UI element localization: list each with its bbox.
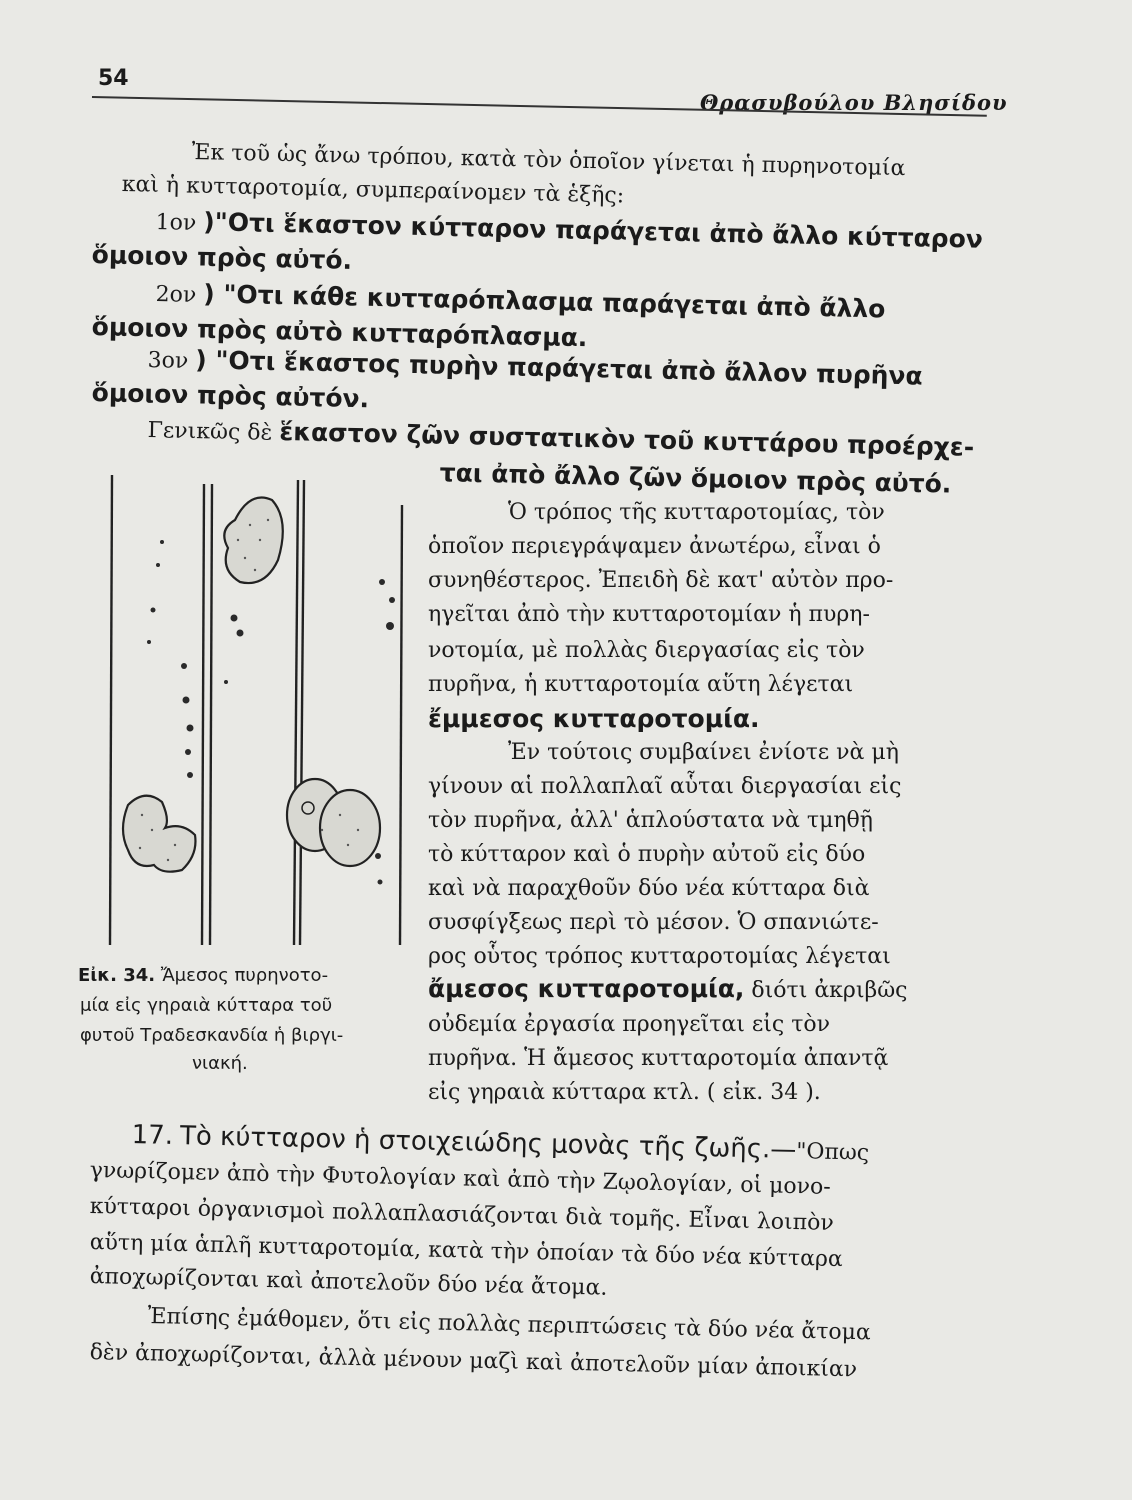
body-line: πυρῆνα. Ἡ ἄμεσος κυτταροτομία ἀπαντᾷ [428,1046,889,1071]
cell-wall-line [110,475,112,945]
body-line: εἰς γηραιὰ κύτταρα κτλ. ( εἰκ. 34 ). [428,1080,821,1105]
body-line: γίνουν αἱ πολλαπλαῖ αὗται διεργασίαι εἰς [428,774,902,799]
body-line: συνηθέστερος. Ἐπειδὴ δὲ κατ' αὐτὸν προ- [428,568,894,593]
caption-text: Ἄμεσος πυρηνοτο- [160,965,329,986]
general-bold: ἕκαστον ζῶν συστατικὸν τοῦ κυττάρου προέρχε- [279,416,975,462]
body-line: αὕτη μία ἁπλῆ κυτταροτομία, κατὰ τὴν ὁποίαν τὰ δύο νέα κύτταρα [89,1230,844,1273]
body-line: Ἐν τούτοις συμβαίνει ἐνίοτε νὰ μὴ [508,740,899,765]
nucleus-lower-left [123,796,195,872]
figure-34-cells [100,470,410,950]
item-text: ) "Οτι ἕκαστος πυρὴν παράγεται ἀπὸ ἄλλον πυρῆνα [195,345,923,391]
body-line: Ἐκ τοῦ ὡς ἄνω τρόπου, κατὰ τὸν ὁποῖον γίνεται ἡ πυρηνοτομία [191,140,906,182]
figure-caption-line: μία εἰς γηραιὰ κύτταρα τοῦ [80,995,333,1016]
body-line: τὸ κύτταρον καὶ ὁ πυρὴν αὐτοῦ εἰς δύο [428,842,866,867]
running-header-author: Θρασυβούλου Βλησίδου [700,90,1008,115]
section-title-tail: "Οπως [795,1139,870,1166]
body-line: δὲν ἀποχωρίζονται, ἀλλὰ μένουν μαζὶ καὶ ἀποτελοῦν μίαν ἀποικίαν [89,1340,858,1383]
body-line: καὶ νὰ παραχθοῦν δύο νέα κύτταρα διὰ [428,876,870,901]
body-line: γνωρίζομεν ἀπὸ τὴν Φυτολογίαν καὶ ἀπὸ τὴν Ζῳολογίαν, οἱ μονο- [89,1158,831,1200]
body-line: Ἐπίσης ἐμάθομεν, ὅτι εἰς πολλὰς περιπτώσεις τὰ δύο νέα ἄτομα [147,1304,872,1346]
body-line: ὁποῖον περιεγράψαμεν ἀνωτέρω, εἶναι ὁ [428,534,881,559]
cell-wall-line [210,484,212,945]
body-line: ὅμοιον πρὸς αὐτὸ κυτταρόπλασμα. [91,312,588,353]
cell-wall-line [294,480,298,945]
body-line: συσφίγξεως περὶ τὸ μέσον. Ὁ σπανιώτε- [428,910,879,935]
item-text: )"Οτι ἕκαστον κύτταρον παράγεται ἀπὸ ἄλλο κύτταρον [203,207,984,254]
body-line: ηγεῖται ἀπὸ τὴν κυτταροτομίαν ἡ πυρη- [428,602,870,627]
cell-wall-line [202,484,204,945]
body-line: οὐδεμία ἐργασία προηγεῖται εἰς τὸν [428,1012,831,1037]
figure-caption-line [78,962,328,990]
body-line: καὶ ἡ κυτταροτομία, συμπεραίνομεν τὰ ἑξῆς: [121,172,625,209]
item-number: 2ον [155,281,197,308]
section-number: 17. [131,1120,174,1151]
figure-caption-line: νιακή. [192,1053,248,1074]
figure-caption-line: φυτοῦ Τραδεσκανδία ἡ βιργι- [80,1025,344,1046]
term-emmesos: ἔμμεσος κυτταροτομία. [428,704,760,733]
body-line: ἀποχωρίζονται καὶ ἀποτελοῦν δύο νέα ἄτομα. [89,1264,608,1301]
body-line: νοτομία, μὲ πολλὰς διεργασίας εἰς τὸν [428,638,865,663]
body-line: τὸν πυρῆνα, ἀλλ' ἁπλούστατα νὰ τμηθῇ [428,808,873,833]
amesos-rest: διότι ἀκριβῶς [751,978,908,1003]
body-line: ται ἀπὸ ἄλλο ζῶν ὅμοιον πρὸς αὐτό. [439,458,952,499]
body-line: ρος οὗτος τρόπος κυτταροτομίας λέγεται [428,944,891,969]
section-heading [131,1122,869,1167]
general-statement [147,416,974,463]
body-line: ὅμοιον πρὸς αὐτό. [91,240,353,275]
item-number: 1ον [155,209,197,236]
caption-label: Εἰκ. 34. [78,965,156,986]
section-title: Τὸ κύτταρον ἡ στοιχειώδης μονὰς τῆς ζωῆς.— [179,1121,797,1166]
amesos-line [428,976,907,1004]
cell-wall-line [300,480,304,945]
nucleus-upper [224,498,283,584]
page-number: 54 [98,66,129,91]
item-number: 3ον [147,347,189,374]
body-line: Ὁ τρόπος τῆς κυτταροτομίας, τὸν [508,500,885,525]
body-line: κύτταροι ὀργανισμοὶ πολλαπλασιάζονται διὰ τομῆς. Εἶναι λοιπὸν [89,1194,835,1236]
term-amesos: ἄμεσος κυτταροτομία, [428,974,745,1003]
general-prefix: Γενικῶς δὲ [147,417,273,446]
cell-wall-line [400,505,402,945]
body-line: πυρῆνα, ἡ κυτταροτομία αὕτη λέγεται [428,672,854,697]
item-text: ) "Οτι κάθε κυτταρόπλασμα παράγεται ἀπὸ ἄλλο [203,279,886,324]
body-line: ὅμοιον πρὸς αὐτόν. [91,378,370,414]
